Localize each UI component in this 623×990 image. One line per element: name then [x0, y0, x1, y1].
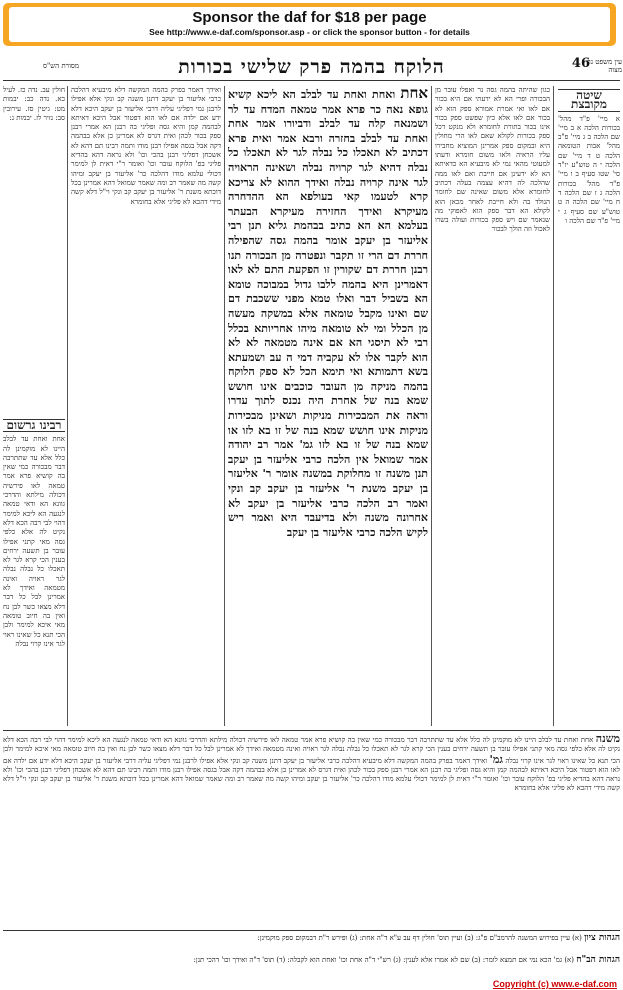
left-margin-column — [3, 86, 65, 726]
lower-rule — [3, 730, 620, 731]
hagahot-bach-block — [3, 956, 620, 965]
sponsor-banner-inner — [9, 7, 610, 42]
tosafot-text: ואידך דאמר בפרק בהמה המקשה דלא מיבעיא דהלכה כרבי אליעזר בן יעקב דתנן משנה קב ונקי אלא אפילו לרבנן נמי דפליגי עליה דרבי אליעזר בן יעקב היכא דלא ידע אם ילדה אם לאו הוא דפטור אבל היכא דאיתא לבהמה קמן והיא גסה ופליגי בה רבנן הא אמרי רבנן ספק בכור לכהן ואית דגרס לא אמרינן כן אלא בבהמה דקה אבל בגסה אפילו רבנן מודו ותמה רבינו תם דהא לא אשכחן דפליגי רבנן בהכי וכו' ולא נראה דהא בהדיא פליגי בפ' הלוקח עובר וכו' ואומר ר"י דאית לן למימר דכולי עלמא מודו דהלכה כר' אליעזר בן יעקב ומיהו קשה מה שאמר רב ומה שאמר שמואל דהא אמרינן בכל דוכתא משנת ר' אליעזר בן יעקב קב ונקי וי"ל דלא קשה מידי דהכא לא פליגי אלא בחומרא — [71, 86, 221, 206]
lower-commentary — [3, 734, 620, 924]
hagahot-bach-text: (א) גמ' הכא נמי אם תמצא לומר: (ב) שם לא אמרו אלא לענין: (ג) רש"י ד"ה אחת וכו' ואחת הוא לקבלה: (ד) תוס' ד"ה ואידך וכו' דהכי תנן: — [193, 956, 574, 964]
mishnah-label: משנה — [595, 734, 620, 745]
rashi-text: כגון שהיתה בהמה גסה נר ואפלו עובר מן הבכורה ופרי הא לא ידעתי אם היא בכור אם לאו ואי אמרת אמורא ספק הוא לא בכור אם לאו אלא כיון שפשט ספק בכור אינו בכור בתורת לחומרא ולא מנקט דכל ספק בכורות לקולא שאם לאו הרי מחולין היא ובמקום ספק אמרינן המוציא מחבירו עליו הראיה ולאו משום חומרא ודעתו למעוטי מהאי נמי לא מיבעיא הא כדאיתא הא לא ידעינן אם חייבת ואם לאו ממה שהלכה לה דהיא עצמה בעלה דכתיב לחומרא אלא משום שאינה שם לחומר הנולד בה ולא חייבת לאחר מכאן הוא לקולא הא דבר ספק הוא לאפוקי מה שנאמר שם ויש ספק בכורות ועולה בשרו לאכול וזה הולך לבכור — [435, 86, 550, 234]
hagahot-zion-text: (א) עיין בפירוש המשנה להרמב"ם פ"ג: (ב) ועיין תוס' חולין דף עב ע"א ד"ה אחת: (ג) ופירש ר"ת דבמקום ספק מוקמינן: — [257, 934, 582, 942]
sponsor-title[interactable]: Sponsor the daf for $18 per page — [192, 9, 427, 26]
page-number: 46 — [571, 56, 590, 71]
ein-mishpat-header: עין משפט נר מצוה — [587, 58, 622, 74]
talmud-page — [3, 52, 620, 982]
rabbenu-gershom-heading: רבינו גרשום — [3, 419, 65, 432]
rashi-divider — [431, 86, 432, 726]
sponsor-banner[interactable] — [3, 3, 616, 46]
gemara-lead-word: אחת — [400, 86, 428, 102]
tosafot-divider — [224, 86, 225, 726]
rashi-column — [435, 86, 550, 726]
ein-mishpat-text: א מיי' פ"ד מהל' בכורות הלכה א ב מיי' שם הלכה ב ג מיי' פ"ב מהל' אבות הטומאה הלכה ט ד מיי' שם הלכה י ה טוש"ע יו"ד סי' שטו סעיף ב ו מיי' פ"ד מהל' בכורות הלכה ג ז שם הלכה ד ח מיי' שם הלכה ה ט טוש"ע שם סעיף ג י מיי' פ"ד שם הלכה ו — [558, 114, 620, 225]
masoret-header: מסורת הש"ס — [43, 62, 80, 70]
lower-commentary-text: אחת ואחת עד לבלב היינו לא מוקמינן לה כלל אלא עד שתתרבה דבר מבכורה כמי שאין בה קושיא פרא אמר טמאה לאו פירשיה דכולה מילתא והדרכי גוונא הא ודאי טמאה לנגעה הא ליכא למימר דהוי לבי רבה הכא דלא נקיט לה אלא כלפי גסה מאי קתני אפילו עובר בן תשעה ירחים בענין הכי קרא לגר לא תאכלו כל נבלה נבלה לגר ראויה ואינה מטמאה ואידך לא אמרינן לבל כל דבר דלא מצאו כשר לבן נח ואין בה חיוב טומאה מאי איכא למימר ולבן הכי תנא כל שאינו ראוי לגר אינו קרוי נבלה — [3, 736, 620, 765]
lower-tosafot-text: ואידך דאמר בפרק בהמה המקשה דלא מיבעיא דהלכה כרבי אליעזר בן יעקב דתנן משנה קב ונקי אלא אפילו לרבנן נמי דפליגי עליה דרבי אליעזר בן יעקב היכא דלא ידע אם ילדה אם לאו הוא דפטור אבל היכא דאיתא לבהמה קמן והיא גסה ופליגי בה רבנן הא אמרי רבנן ספק בכור לכהן ואית דגרס לא אמרינן כן אלא בבהמה דקה אבל בגסה אפילו רבנן מודו ותמה רבינו תם דהא לא אשכחן דפליגי רבנן בהכי וכו' ולא נראה דהא בהדיא פליגי בפ' הלוקח עובר וכו' ואומר ר"י דאית לן למימר דכולי עלמא מודו דהלכה כר' אליעזר בן יעקב ומיהו קשה מה שאמר רב ומה שאמר שמואל דהא אמרינן בכל דוכתא משנת ר' אליעזר בן יעקב קב ונקי וי"ל דלא קשה מידי דהכא לא פליגי אלא בחומרא — [3, 756, 620, 793]
gemara-label: גמ' — [489, 752, 503, 766]
ein-mishpat-column — [558, 86, 620, 726]
sponsor-subtitle[interactable]: See http://www.e-daf.com/sponsor.asp - or click the sponsor button - for details — [149, 27, 470, 37]
gemara-text: ואחת ואחת עד לבלב הא ליכא קשיא גופא נאה כר פרא אמר טמאה המדח עד לר ושמנאה קלה עד לבלב ודביורו אמר אחת ואחת עד לבלב בחזרה ורבא אמר ואית פרא דכתיב לא תאכלו כל נבלה לגר לא תאכלו כל נבלה דהיא לגר קרויה נבלה ושאינה הראויה לגר אינה קרויה נבלה ואידך ההוא לא צריכא קרא לטעמו קאי בעולפא הא ההדחרה מעיקרא ואידך החזירה מעיקרא הבעתר בעלמא הא הא כתיב בבהמת גליא תנן רבי אליעזר בן יעקב אומר בהמה גסה שהפילה חררת דם הרי זו תקבר ונפטרה מן הבכורה תנו רבנן חררת דם שקורין זו הפקעת התם לא לאו דאמרינן היא בהמה ללבו גדול במבוכה טומא הא בשביל דבר ואלו טמא מפני ששכבת דם שם ואינו מקבל טומאה אלא במשקה מעשה מן הכלל ומי לא טומאה מיהו אחריותא בכלל רבי לא תיסגי הא אם אינה מטמאה לא לא הוא לקבר אלו לא עקביה דמי ה עב ושמעתא בשא דתמותא ואי תימא הכל לא ספק הלוקח בהמה מניקה מן העובד כוכבים אינו חושש שמא בנה של אחרת היה נכנס לתוך עדרו וראה את המבכירות מניקות ושאינן מבכירות מניקות אינו חושש שמא בנה של זו בא לזו או שמא בנה של זו בא לזו גמ' אמר רב יהודה אמר שמואל אין הלכה כרבי אליעזר בן יעקב תנן משנה זו מחלוקת במשנה אומר ר' אליעזר בן יעקב משנת ר' אליעזר בן יעקב קב ונקי ואמר רב הלכה כרבי אליעזר בן יעקב לא אחרונה משנה ולא בדיעבד היא ואמר ריש לקיש הלכה כרבי אליעזר בן יעקב — [228, 88, 428, 539]
hagahot-zion-label: הגהות ציון — [584, 933, 620, 943]
header-rule — [3, 80, 620, 81]
rabbenu-gershom-text: אחת ואחת עד לבלב היינו לא מוקמינן לה כלל אלא עד שתתרבה דבר מבכורה כמי שאין בה קושיא פרא אמר טמאה לאו פירשיה דכולה מילתא והדרכי גוונא הא ודאי טמאה לנגעה הא ליכא למימר דהוי לבי רבה הכא דלא נקיט לה אלא כלפי גסה מאי קתני אפילו עובר בן תשעה ירחים בענין הכי קרא לגר לא תאכלו כל נבלה נבלה לגר ראויה ואינה מטמאה ואידך לא אמרינן לבל כל דבר דלא מצאו כשר לבן נח ואין בה חיוב טומאה מאי איכא למימר ולבן הכי תנא כל שאינו ראוי לגר אינו קרוי נבלה — [3, 435, 65, 648]
page-header — [3, 56, 620, 82]
gemara-column — [228, 86, 428, 716]
masoret-text: חולין עב. נדה כז. לעיל כא. נדה כב: יבמות מט: גיטין סז. עירובין סב: נזיר לז. יבמות נ: — [3, 86, 65, 122]
ein-mishpat-heading: שיטה מקובצת — [558, 89, 620, 112]
hagahot-block — [3, 934, 620, 943]
tosafot-column — [71, 86, 221, 726]
left-margin-divider — [67, 86, 68, 726]
page-title: הלוקח בהמה פרק שלישי בכורות — [178, 56, 445, 78]
copyright-link[interactable]: Copyright (c) www.e-daf.com — [492, 979, 617, 989]
footnote-rule — [3, 930, 620, 931]
hagahot-bach-label: הגהות הב"ח — [576, 955, 620, 965]
right-margin-divider — [553, 86, 554, 726]
